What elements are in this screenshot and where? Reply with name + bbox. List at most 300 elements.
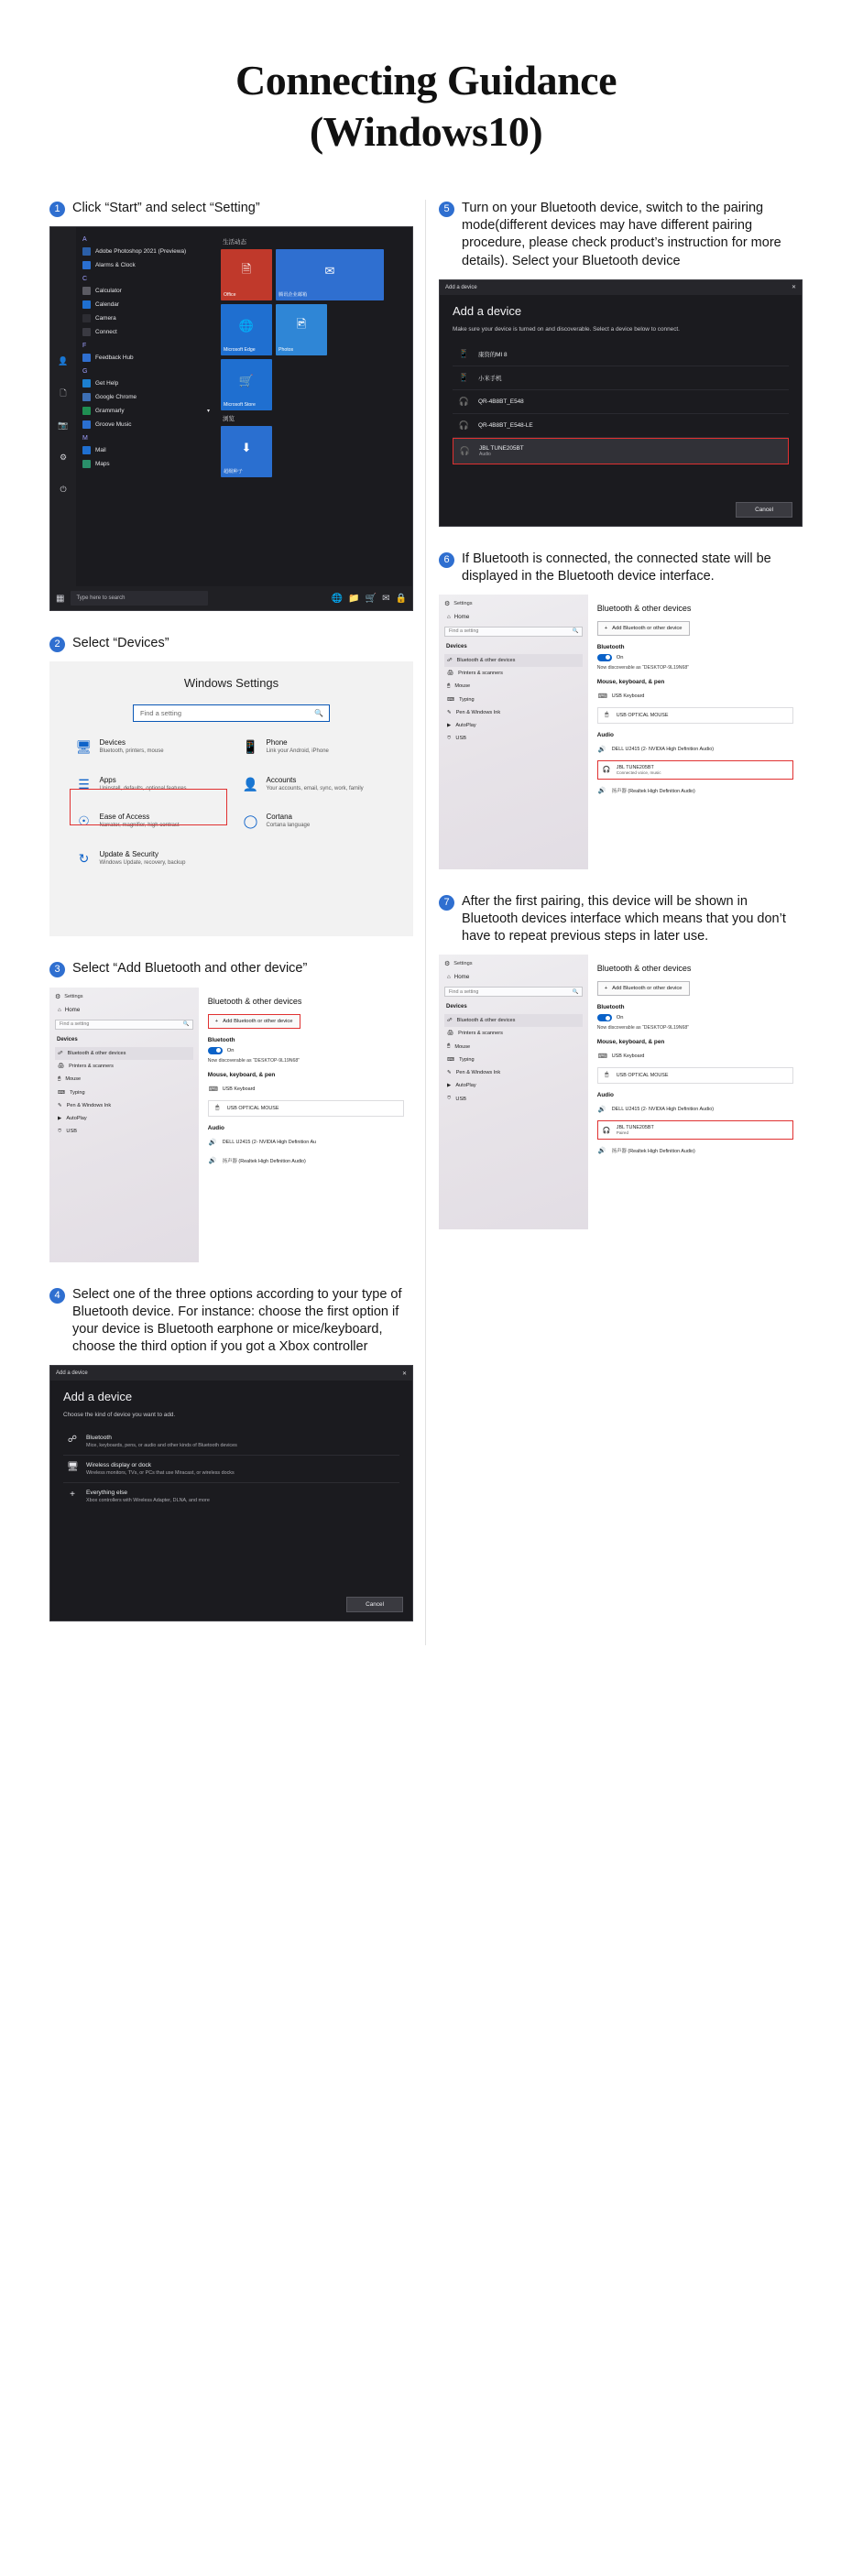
sidebar-item-bluetooth[interactable] [444, 654, 583, 667]
device-row[interactable] [597, 742, 793, 757]
add-bluetooth-device-button[interactable] [597, 981, 690, 996]
speaker-icon: 🔊 [208, 1139, 217, 1146]
close-icon[interactable]: ✕ [401, 1370, 407, 1377]
settings-category-ease-of-access[interactable] [76, 813, 221, 830]
search-icon: 🔍 [314, 709, 323, 718]
sidebar-item-autoplay[interactable] [55, 1112, 193, 1125]
sidebar-item-bluetooth[interactable] [444, 1014, 583, 1027]
category-desc: Uninstall, defaults, optional features [99, 785, 187, 791]
mouse-icon: 🖱 [605, 711, 609, 718]
option-wireless-display[interactable] [63, 1456, 399, 1483]
section-mouse-keyboard: Mouse, keyboard, & pen [596, 1039, 665, 1046]
settings-sidebar [49, 988, 199, 1262]
sidebar-item-mouse[interactable] [444, 1040, 583, 1053]
step-7-text: After the first pairing, this device will be shown in Bluetooth devices interface which means that you don’t have to repeat previous steps in later use. [462, 893, 786, 944]
category-name: Devices [99, 738, 126, 748]
section-mouse-keyboard: Mouse, keyboard, & pen [596, 678, 665, 685]
sidebar-nav [55, 1047, 193, 1139]
tile-row [221, 426, 405, 477]
window-title: Settings [453, 600, 473, 606]
app-group-letter: G [82, 368, 88, 376]
sidebar-item-home[interactable] [58, 1007, 193, 1013]
step-6-text: If Bluetooth is connected, the connected state will be displayed in the Bluetooth device interface. [462, 551, 771, 584]
home-icon: ⌂ [447, 613, 451, 620]
tile-mail[interactable] [276, 249, 384, 300]
settings-main-pane [588, 595, 803, 869]
settings-category-apps[interactable] [76, 776, 221, 793]
device-row-selected[interactable] [453, 438, 789, 464]
list-item-label: Mail [95, 447, 106, 454]
mail-icon[interactable]: ✉ [382, 593, 390, 604]
device-status: Connected voice, music [616, 770, 661, 775]
sidebar-item-label: AutoPlay [455, 1083, 476, 1089]
sidebar-item-label: AutoPlay [455, 722, 476, 728]
start-button-icon[interactable]: ▦ [56, 593, 65, 604]
sidebar-item-mouse[interactable] [444, 680, 583, 693]
sidebar-item-usb[interactable] [444, 732, 583, 746]
typing-icon: ⌨ [447, 696, 455, 703]
dialog-body [50, 1381, 412, 1510]
device-name: DELL U2415 (2- NVIDIA High Definition Audio) [611, 746, 715, 752]
power-icon[interactable]: ⏻ [60, 485, 67, 495]
sidebar-item-label: Typing [459, 696, 475, 703]
taskbar [50, 586, 412, 610]
tile-photos[interactable] [276, 304, 327, 355]
cortana-icon: ◯ [243, 813, 258, 829]
headphone-icon: 🎧 [458, 397, 470, 406]
section-audio: Audio [207, 1124, 224, 1131]
speaker-icon: 🔊 [597, 746, 606, 753]
option-bluetooth[interactable] [63, 1428, 399, 1456]
section-audio: Audio [596, 1092, 614, 1099]
app-icon [82, 261, 91, 269]
step-2-text: Select “Devices” [72, 636, 169, 651]
device-row[interactable] [208, 1135, 404, 1150]
sidebar-search-placeholder: Find a setting [60, 1021, 90, 1028]
sidebar-item-usb[interactable] [444, 1092, 583, 1106]
step-5-text: Turn on your Bluetooth device, switch to the pairing mode(different devices may have different pairing procedure, please check product’s instruction for more details). Select your Bluetooth device [462, 201, 781, 268]
sidebar-item-label: Bluetooth & other devices [67, 1050, 126, 1056]
list-item[interactable] [80, 245, 210, 258]
step-4-head [49, 1286, 412, 1357]
display-icon: 🖥 [67, 1462, 79, 1473]
tile-label: Photos [279, 347, 294, 354]
sidebar-group-label: Devices [446, 643, 467, 649]
sidebar-item-home[interactable] [447, 614, 583, 620]
sidebar-group-label: Devices [446, 1004, 467, 1010]
device-row[interactable] [597, 1102, 793, 1117]
photos-icon: 🖻 [296, 316, 307, 331]
sidebar-item-label: Typing [459, 1057, 475, 1064]
sidebar-item-autoplay[interactable] [444, 719, 583, 732]
device-name: JBL TUNE205BT [616, 1125, 654, 1131]
list-item-label: Calendar [95, 301, 119, 309]
sidebar-item-label: Printers & scanners [458, 1031, 503, 1037]
sidebar-item-label: USB [455, 736, 466, 742]
settings-category-grid [76, 738, 388, 867]
sidebar-item-label: Printers & scanners [458, 670, 503, 676]
sidebar-item-label: AutoPlay [66, 1115, 87, 1121]
step-4 [49, 1286, 412, 1622]
left-column [37, 200, 426, 1645]
cancel-button[interactable]: Cancel [346, 1597, 403, 1612]
step-3-head [49, 960, 412, 977]
plus-icon: + [604, 625, 608, 631]
category-name: Apps [99, 775, 116, 784]
bluetooth-state-label: On [616, 1015, 624, 1021]
step-7-number: 7 [439, 895, 454, 911]
folder-icon[interactable]: 📁 [348, 593, 360, 604]
settings-search-input[interactable] [133, 704, 330, 722]
list-item-label: Groove Music [95, 421, 132, 429]
tile-row [221, 359, 405, 410]
device-row[interactable] [597, 689, 793, 704]
sidebar-nav [444, 1014, 583, 1106]
sidebar-item-autoplay[interactable] [444, 1079, 583, 1092]
content-columns [37, 200, 815, 1645]
settings-category-devices[interactable] [76, 738, 221, 756]
headphone-icon: 🎧 [602, 1127, 611, 1134]
plus-icon: + [604, 986, 608, 992]
list-item[interactable] [80, 404, 210, 418]
section-bluetooth: Bluetooth [596, 1004, 625, 1011]
option-everything-else[interactable] [63, 1483, 399, 1510]
taskbar-search-input[interactable]: Type here to search [71, 591, 208, 606]
device-name: 康资的MI 8 [478, 352, 508, 358]
device-status: Paired [616, 1130, 629, 1136]
sidebar-item-printers[interactable] [444, 1027, 583, 1040]
tile-label: 超级种子 [224, 469, 243, 475]
device-row[interactable] [597, 1067, 793, 1084]
list-item[interactable] [80, 351, 210, 365]
settings-category-cortana[interactable] [243, 813, 388, 830]
device-name: QR-4B8BT_E548-LE [478, 422, 533, 429]
taskbar-tray [332, 594, 407, 604]
dialog-heading: Add a device [63, 1390, 133, 1404]
sidebar-item-typing[interactable] [55, 1086, 193, 1099]
start-menu-app-list[interactable] [76, 231, 213, 586]
dialog-titlebar [440, 280, 802, 295]
device-row[interactable] [453, 414, 789, 438]
sidebar-group-label: Devices [57, 1036, 78, 1042]
sidebar-item-label: Typing [70, 1089, 85, 1096]
autoplay-icon: ▶ [447, 1083, 452, 1089]
edge-icon: 🌐 [238, 318, 255, 333]
list-item[interactable] [80, 443, 210, 457]
app-group-letter: A [82, 236, 87, 244]
device-row[interactable] [453, 343, 789, 366]
section-audio: Audio [596, 731, 614, 738]
gear-icon: ⚙ [444, 961, 451, 968]
add-device-kind-dialog [49, 1365, 413, 1621]
device-name: USB Keyboard [611, 1053, 645, 1060]
device-name: DELL U2415 (2- NVIDIA High Definition Audio) [611, 1107, 715, 1113]
autoplay-icon: ▶ [447, 722, 452, 728]
sidebar-item-typing[interactable] [444, 1053, 583, 1066]
add-bluetooth-device-button[interactable] [597, 621, 690, 636]
start-menu-rail [50, 227, 76, 586]
device-row[interactable] [208, 1100, 404, 1117]
device-name: DELL U2415 (2- NVIDIA High Definition Au [222, 1139, 317, 1145]
add-device-list-dialog [439, 279, 803, 527]
toggle-switch[interactable] [597, 1014, 612, 1021]
add-button-label: Add Bluetooth or other device [612, 986, 683, 992]
sidebar-item-label: Bluetooth & other devices [456, 1018, 516, 1024]
discoverable-note: Now discoverable as “DESKTOP-9L19N68” [596, 1025, 690, 1031]
sidebar-search-placeholder: Find a setting [449, 628, 479, 635]
dialog-heading: Add a device [453, 303, 522, 318]
tile-office[interactable] [221, 249, 272, 300]
speaker-icon: 🔊 [208, 1157, 217, 1164]
device-name: QR-4B8BT_E548 [478, 398, 524, 405]
list-item-label: Adobe Photoshop 2021 (Previewa) [95, 248, 187, 256]
list-item-label: Calculator [95, 288, 122, 295]
add-button-label: Add Bluetooth or other device [223, 1018, 293, 1024]
discoverable-note: Now discoverable as “DESKTOP-9L19N68” [596, 664, 690, 671]
settings-bluetooth-screenshot-step3 [49, 988, 413, 1262]
sidebar-item-label: Home [453, 974, 470, 981]
discoverable-note: Now discoverable as “DESKTOP-9L19N68” [207, 1057, 300, 1064]
device-name: USB OPTICAL MOUSE [226, 1105, 279, 1111]
sidebar-item-label: Printers & scanners [69, 1063, 114, 1069]
bluetooth-state-label: On [226, 1047, 235, 1053]
bluetooth-toggle[interactable] [208, 1047, 404, 1054]
list-item-label: Alarms & Clock [95, 262, 136, 269]
sidebar-item-label: Home [453, 613, 470, 620]
device-name: 扬声器 (Realtek High Definition Audio) [611, 788, 695, 794]
category-name: Update & Security [99, 849, 158, 858]
sidebar-item-pen[interactable] [444, 706, 583, 719]
window-titlebar [444, 600, 583, 607]
search-icon: 🔍 [572, 628, 579, 635]
step-5-head [439, 200, 803, 270]
bluetooth-icon: ☍ [58, 1050, 63, 1056]
settings-icon[interactable]: ⚙ [59, 453, 68, 463]
list-item[interactable] [80, 298, 210, 311]
list-item[interactable] [80, 457, 210, 471]
device-name: JBL TUNE205BT [616, 764, 654, 770]
printer-icon: 🖨 [58, 1063, 65, 1069]
start-menu-screenshot [49, 226, 413, 611]
headphone-icon: 🎧 [459, 446, 471, 455]
edge-icon[interactable]: 🌐 [331, 593, 344, 604]
step-1-head [49, 200, 412, 217]
windows-settings-heading: Windows Settings [183, 676, 279, 691]
list-item[interactable] [80, 325, 210, 339]
search-icon: 🔍 [572, 988, 579, 995]
store-icon[interactable]: 🛒 [365, 593, 377, 604]
device-row[interactable] [208, 1153, 404, 1168]
add-bluetooth-device-button[interactable] [208, 1014, 300, 1029]
add-button-label: Add Bluetooth or other device [612, 625, 683, 631]
device-row-paired[interactable] [597, 1120, 793, 1140]
dialog-subtitle: Make sure your device is turned on and discoverable. Select a device below to connect. [453, 325, 680, 333]
plus-icon: + [214, 1018, 219, 1024]
section-mouse-keyboard: Mouse, keyboard, & pen [207, 1071, 276, 1078]
right-column [426, 200, 815, 1253]
bluetooth-toggle[interactable] [597, 654, 793, 661]
category-desc: Link your Android, iPhone [266, 748, 329, 755]
option-desc: Wireless monitors, TVs, or PCs that use Miracast, or wireless docks [86, 1470, 235, 1477]
device-row-connected[interactable] [597, 760, 793, 780]
device-row[interactable] [597, 1049, 793, 1064]
step-7-head [439, 893, 803, 945]
bluetooth-state-label: On [616, 654, 624, 660]
sidebar-item-pen[interactable] [55, 1099, 193, 1112]
autoplay-icon: ▶ [58, 1115, 62, 1121]
devices-icon: 🖥 [75, 739, 93, 755]
app-icon [82, 393, 91, 401]
bluetooth-icon: ☍ [447, 657, 453, 663]
window-titlebar [444, 960, 583, 967]
office-icon: 🗎 [241, 261, 252, 276]
step-2-head [49, 635, 412, 652]
list-item[interactable] [80, 418, 210, 431]
category-desc: Narrator, magnifier, high contrast [99, 823, 180, 829]
dialog-body [440, 295, 802, 464]
tile-row [221, 249, 405, 300]
speaker-icon: 🔊 [597, 787, 606, 794]
list-item[interactable] [80, 258, 210, 272]
step-1-number: 1 [49, 202, 65, 217]
settings-main-pane [588, 955, 803, 1229]
list-item-label: Connect [95, 329, 117, 336]
settings-search-placeholder: Find a setting [140, 709, 182, 718]
phone-icon: 📱 [458, 373, 470, 382]
step-4-number: 4 [49, 1288, 65, 1304]
tile-store[interactable] [221, 359, 272, 410]
category-desc: Windows Update, recovery, backup [99, 859, 186, 866]
option-desc: Xbox controllers with Wireless Adapter, DLNA, and more [86, 1498, 210, 1504]
tile-group-header: 浏览 [223, 416, 235, 423]
step-2 [49, 635, 412, 936]
sidebar-item-label: Pen & Windows Ink [455, 1070, 501, 1076]
list-item[interactable] [80, 377, 210, 390]
toggle-switch[interactable] [208, 1047, 223, 1054]
chevron-down-icon: ▾ [206, 409, 210, 415]
sidebar-search-input[interactable] [444, 987, 583, 997]
home-icon: ⌂ [58, 1006, 61, 1013]
settings-category-phone[interactable] [243, 738, 388, 756]
list-item[interactable] [80, 390, 210, 404]
pen-icon: ✎ [447, 709, 452, 715]
bluetooth-toggle[interactable] [597, 1014, 793, 1021]
device-row[interactable] [597, 1143, 793, 1158]
tile-edge[interactable] [221, 304, 272, 355]
documents-icon: 🗋 [60, 388, 67, 398]
cancel-button[interactable]: Cancel [736, 502, 792, 518]
phone-icon: 📱 [458, 349, 470, 358]
category-name: Phone [266, 738, 288, 748]
bluetooth-icon: ☍ [447, 1018, 453, 1024]
bluetooth-icon: ☍ [67, 1435, 78, 1446]
home-icon: ⌂ [447, 974, 451, 981]
device-row[interactable] [453, 366, 789, 390]
list-item[interactable] [80, 284, 210, 298]
sidebar-item-home[interactable] [447, 974, 583, 980]
list-item[interactable] [80, 311, 210, 325]
section-bluetooth: Bluetooth [596, 643, 625, 650]
app-icon [82, 354, 91, 362]
sidebar-item-label: Mouse [454, 683, 471, 690]
speaker-icon: 🔊 [597, 1107, 606, 1114]
device-row[interactable] [597, 707, 793, 724]
sidebar-item-pen[interactable] [444, 1066, 583, 1079]
lock-icon[interactable]: 🔒 [395, 593, 407, 604]
step-6 [439, 551, 803, 869]
step-3-text: Select “Add Bluetooth and other device” [72, 961, 308, 977]
search-icon: 🔍 [182, 1021, 190, 1028]
settings-sidebar [439, 595, 588, 869]
printer-icon: 🖨 [447, 1031, 454, 1037]
dialog-subtitle: Choose the kind of device you want to add. [63, 1412, 176, 1419]
pen-icon: ✎ [58, 1102, 62, 1108]
option-title: Wireless display or dock [86, 1462, 152, 1469]
device-row[interactable] [597, 783, 793, 798]
sidebar-item-label: Home [64, 1006, 81, 1013]
sidebar-item-usb[interactable] [55, 1125, 193, 1139]
option-title: Bluetooth [86, 1435, 112, 1442]
step-3 [49, 960, 412, 1261]
phone-icon: 📱 [242, 739, 259, 755]
sidebar-item-mouse[interactable] [55, 1073, 193, 1086]
sidebar-search-input[interactable] [444, 627, 583, 637]
sidebar-item-bluetooth[interactable] [55, 1047, 193, 1060]
device-sub: Audio [479, 452, 491, 457]
device-name: USB Keyboard [611, 693, 645, 699]
mouse-icon: 🖱 [215, 1104, 220, 1111]
step-6-number: 6 [439, 552, 454, 568]
step-7 [439, 893, 803, 1229]
app-icon [82, 247, 91, 256]
mouse-icon: 🖱 [605, 1072, 609, 1079]
user-icon: 👤 [58, 356, 69, 366]
sidebar-search-placeholder: Find a setting [449, 988, 479, 995]
ease-of-access-icon: ☉ [78, 813, 90, 829]
page-title [37, 55, 815, 158]
sidebar-nav [444, 654, 583, 746]
settings-category-accounts[interactable] [243, 776, 388, 793]
tile-download[interactable] [221, 426, 272, 477]
step-1-text: Click “Start” and select “Setting” [72, 201, 260, 216]
sidebar-search-input[interactable] [55, 1020, 193, 1030]
tile-row [221, 304, 405, 355]
category-desc: Cortana language [266, 823, 311, 829]
list-item-label: Get Help [95, 380, 119, 387]
app-group-letter: F [82, 343, 87, 350]
sidebar-item-printers[interactable] [55, 1060, 193, 1073]
keyboard-icon: ⌨ [208, 1086, 218, 1093]
app-icon [82, 379, 91, 387]
close-icon[interactable]: ✕ [791, 285, 796, 291]
toggle-switch[interactable] [597, 654, 612, 661]
sidebar-item-printers[interactable] [444, 667, 583, 680]
device-name: JBL TUNE205BT [479, 445, 524, 452]
sidebar-item-typing[interactable] [444, 693, 583, 706]
pictures-icon: 📷 [58, 420, 69, 431]
list-item-label: Camera [95, 315, 116, 322]
sidebar-item-label: Mouse [454, 1043, 471, 1050]
update-security-icon: ↻ [78, 850, 90, 866]
device-row[interactable] [208, 1082, 404, 1097]
category-name: Accounts [266, 775, 297, 784]
device-name: 小米手机 [478, 376, 502, 382]
usb-icon: ⎏ [447, 1096, 452, 1102]
sidebar-item-label: Pen & Windows Ink [455, 709, 501, 715]
app-icon [82, 328, 91, 336]
settings-category-update-security[interactable] [76, 850, 221, 868]
device-row[interactable] [453, 390, 789, 414]
